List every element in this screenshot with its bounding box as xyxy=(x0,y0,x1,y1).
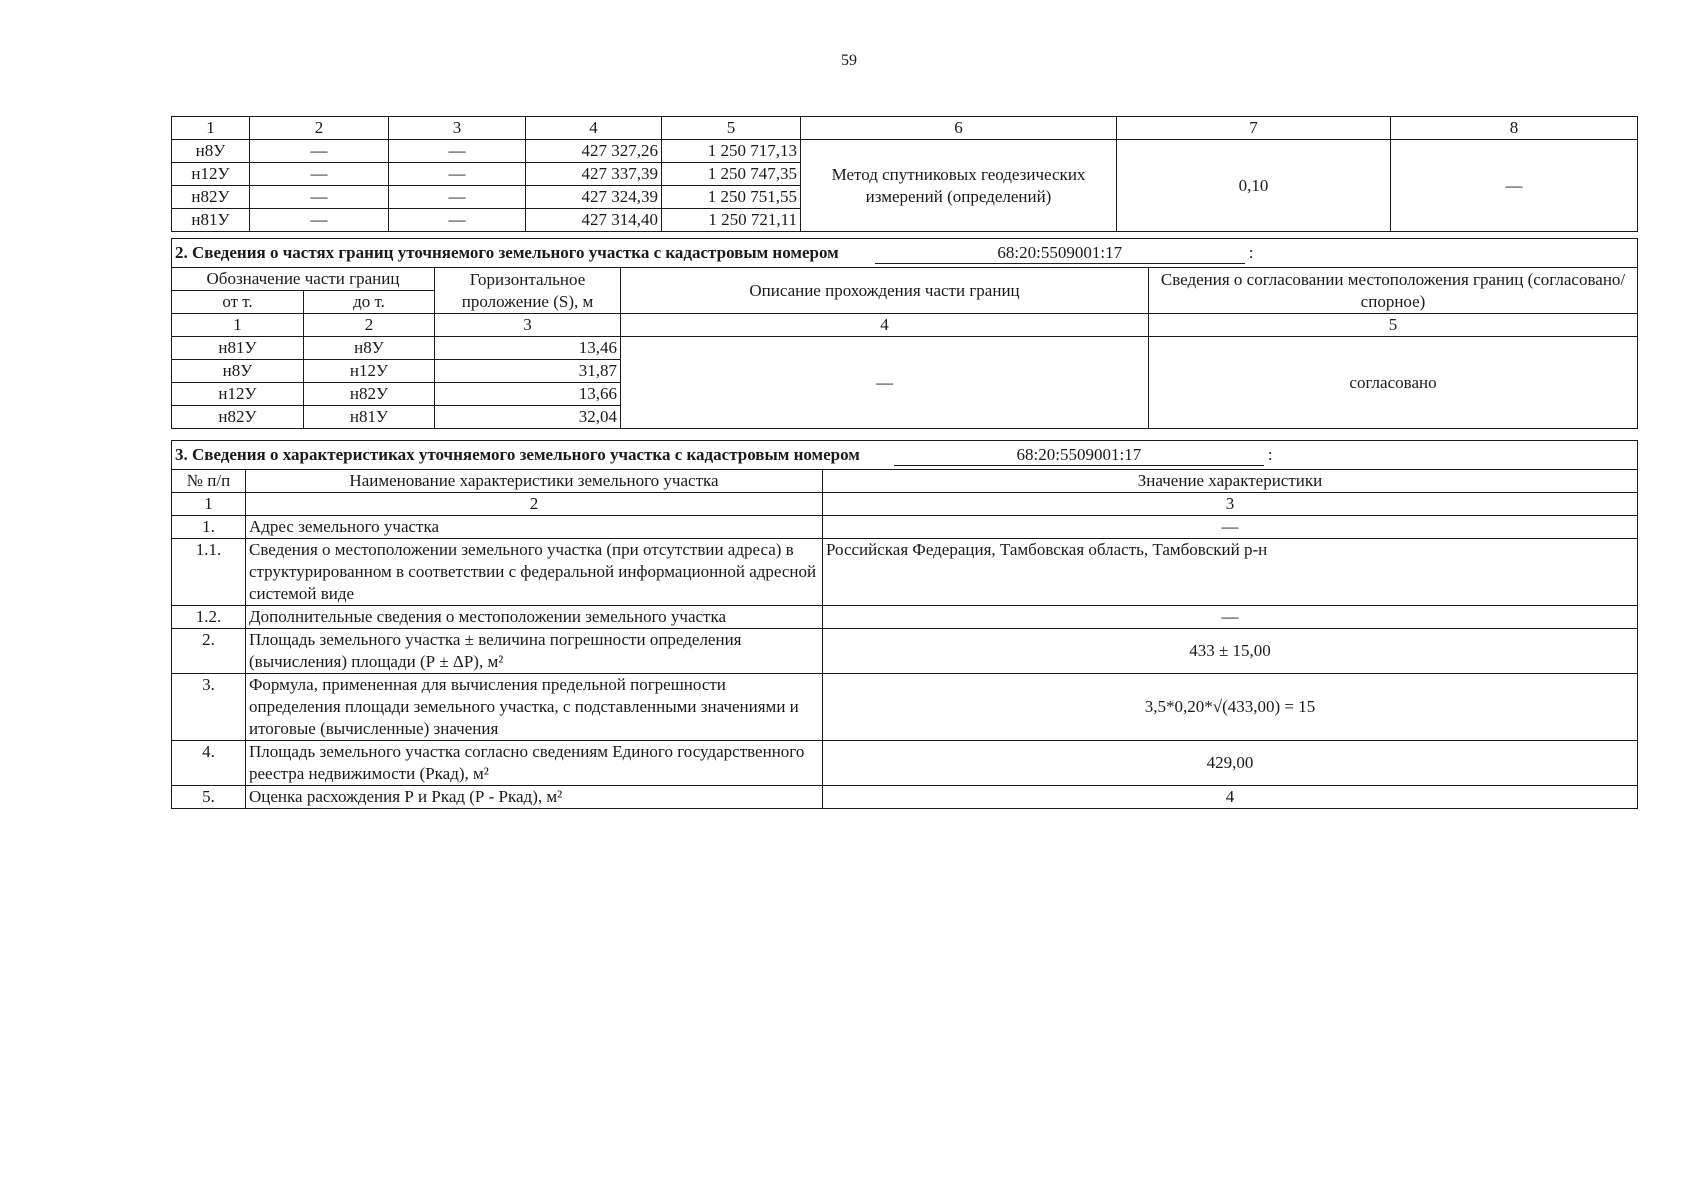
header-cell: 5 xyxy=(662,117,801,140)
header-cell: 4 xyxy=(526,117,662,140)
column-number-row xyxy=(172,117,1638,140)
table-cell: — xyxy=(250,140,389,163)
header-cell: 3 xyxy=(389,117,526,140)
characteristic-name: Адрес земельного участка xyxy=(246,516,823,539)
header-cell: 1 xyxy=(172,314,304,337)
characteristic-value: 3,5*0,20*√(433,00) = 15 xyxy=(823,674,1638,741)
y-coordinate: 1 250 751,55 xyxy=(662,186,801,209)
to-point: н82У xyxy=(304,383,435,406)
row-number: 1.2. xyxy=(172,606,246,629)
header-cell: 2 xyxy=(246,493,823,516)
x-coordinate: 427 324,39 xyxy=(526,186,662,209)
row-number: 1.1. xyxy=(172,539,246,606)
boundary-parts-table xyxy=(171,238,1638,429)
section-2-heading xyxy=(172,239,1638,268)
table-cell: — xyxy=(389,186,526,209)
header-cell: 1 xyxy=(172,117,250,140)
x-coordinate: 427 327,26 xyxy=(526,140,662,163)
from-point: н82У xyxy=(172,406,304,429)
table-cell: — xyxy=(389,140,526,163)
table-cell: — xyxy=(250,163,389,186)
header-cell: 2 xyxy=(250,117,389,140)
table-cell: — xyxy=(1391,140,1638,232)
header-cell: 1 xyxy=(172,493,246,516)
from-point: н8У xyxy=(172,360,304,383)
from-point: н12У xyxy=(172,383,304,406)
row-number: 4. xyxy=(172,741,246,786)
table-row xyxy=(172,606,1638,629)
header-row xyxy=(172,268,1638,291)
cadastral-number: 68:20:5509001:17 xyxy=(894,445,1264,466)
colon: : xyxy=(1267,445,1273,464)
agreement-header: Сведения о согласовании местоположения границ (согласовано/спорное) xyxy=(1149,268,1638,314)
table-cell: — xyxy=(389,163,526,186)
header-cell: 4 xyxy=(621,314,1149,337)
characteristic-value: — xyxy=(823,516,1638,539)
table-row xyxy=(172,741,1638,786)
row-number: 2. xyxy=(172,629,246,674)
to-point-header: до т. xyxy=(304,291,435,314)
description-value: — xyxy=(621,337,1149,429)
header-cell: 3 xyxy=(435,314,621,337)
number-header: № п/п xyxy=(172,470,246,493)
from-point-header: от т. xyxy=(172,291,304,314)
colon: : xyxy=(1248,243,1254,262)
coordinates-table xyxy=(171,116,1638,232)
from-point: н81У xyxy=(172,337,304,360)
characteristic-name: Площадь земельного участка согласно сведениям Единого государственного реестра недвижимости (Ркад), м² xyxy=(246,741,823,786)
point-name: н8У xyxy=(172,140,250,163)
characteristic-name: Формула, примененная для вычисления предельной погрешности определения площади земельного участка, с подставленными значениями и итоговые (вычисленные) значения xyxy=(246,674,823,741)
table-row xyxy=(172,140,1638,163)
header-row xyxy=(172,470,1638,493)
distance-value: 13,66 xyxy=(435,383,621,406)
y-coordinate: 1 250 747,35 xyxy=(662,163,801,186)
table-row xyxy=(172,539,1638,606)
table-row xyxy=(172,337,1638,360)
table-cell: — xyxy=(250,209,389,232)
table-row xyxy=(172,516,1638,539)
section-heading-row xyxy=(172,441,1638,470)
characteristic-value: Российская Федерация, Тамбовская область, Тамбовский р-н xyxy=(823,539,1638,606)
characteristic-value: 433 ± 15,00 xyxy=(823,629,1638,674)
y-coordinate: 1 250 717,13 xyxy=(662,140,801,163)
point-name: н81У xyxy=(172,209,250,232)
characteristics-table xyxy=(171,440,1638,809)
table-cell: — xyxy=(250,186,389,209)
point-name: н82У xyxy=(172,186,250,209)
to-point: н81У xyxy=(304,406,435,429)
section-heading-row xyxy=(172,239,1638,268)
x-coordinate: 427 314,40 xyxy=(526,209,662,232)
header-cell: 5 xyxy=(1149,314,1638,337)
characteristic-name: Площадь земельного участка ± величина погрешности определения (вычисления) площади (Р ± ΔР), м² xyxy=(246,629,823,674)
characteristic-value: — xyxy=(823,606,1638,629)
characteristic-value: 4 xyxy=(823,786,1638,809)
row-number: 1. xyxy=(172,516,246,539)
point-name: н12У xyxy=(172,163,250,186)
to-point: н8У xyxy=(304,337,435,360)
distance-value: 32,04 xyxy=(435,406,621,429)
characteristic-name: Оценка расхождения Р и Ркад (Р - Ркад), м² xyxy=(246,786,823,809)
column-number-row xyxy=(172,493,1638,516)
table-cell: — xyxy=(389,209,526,232)
section-2-title: 2. Сведения о частях границ уточняемого земельного участка с кадастровым номером xyxy=(175,243,839,262)
header-cell: 6 xyxy=(801,117,1117,140)
section-3-heading xyxy=(172,441,1638,470)
horizontal-distance-header: Горизонтальное проложение (S), м xyxy=(435,268,621,314)
cadastral-number: 68:20:5509001:17 xyxy=(875,243,1245,264)
header-cell: 8 xyxy=(1391,117,1638,140)
part-designation-header: Обозначение части границ xyxy=(172,268,435,291)
x-coordinate: 427 337,39 xyxy=(526,163,662,186)
header-cell: 2 xyxy=(304,314,435,337)
characteristic-value: 429,00 xyxy=(823,741,1638,786)
row-number: 3. xyxy=(172,674,246,741)
description-header: Описание прохождения части границ xyxy=(621,268,1149,314)
distance-value: 31,87 xyxy=(435,360,621,383)
value-header: Значение характеристики xyxy=(823,470,1638,493)
distance-value: 13,46 xyxy=(435,337,621,360)
y-coordinate: 1 250 721,11 xyxy=(662,209,801,232)
table-row xyxy=(172,786,1638,809)
characteristic-name: Сведения о местоположении земельного участка (при отсутствии адреса) в структурированном в соответствии с федеральной информационной адресной системой виде xyxy=(246,539,823,606)
header-cell: 7 xyxy=(1117,117,1391,140)
name-header: Наименование характеристики земельного участка xyxy=(246,470,823,493)
section-3-title: 3. Сведения о характеристиках уточняемого земельного участка с кадастровым номером xyxy=(175,445,860,464)
agreement-value: согласовано xyxy=(1149,337,1638,429)
row-number: 5. xyxy=(172,786,246,809)
column-number-row xyxy=(172,314,1638,337)
to-point: н12У xyxy=(304,360,435,383)
accuracy-cell: 0,10 xyxy=(1117,140,1391,232)
table-row xyxy=(172,629,1638,674)
characteristic-name: Дополнительные сведения о местоположении земельного участка xyxy=(246,606,823,629)
method-cell: Метод спутниковых геодезических измерений (определений) xyxy=(801,140,1117,232)
table-row xyxy=(172,674,1638,741)
header-cell: 3 xyxy=(823,493,1638,516)
page-number: 59 xyxy=(841,52,857,69)
